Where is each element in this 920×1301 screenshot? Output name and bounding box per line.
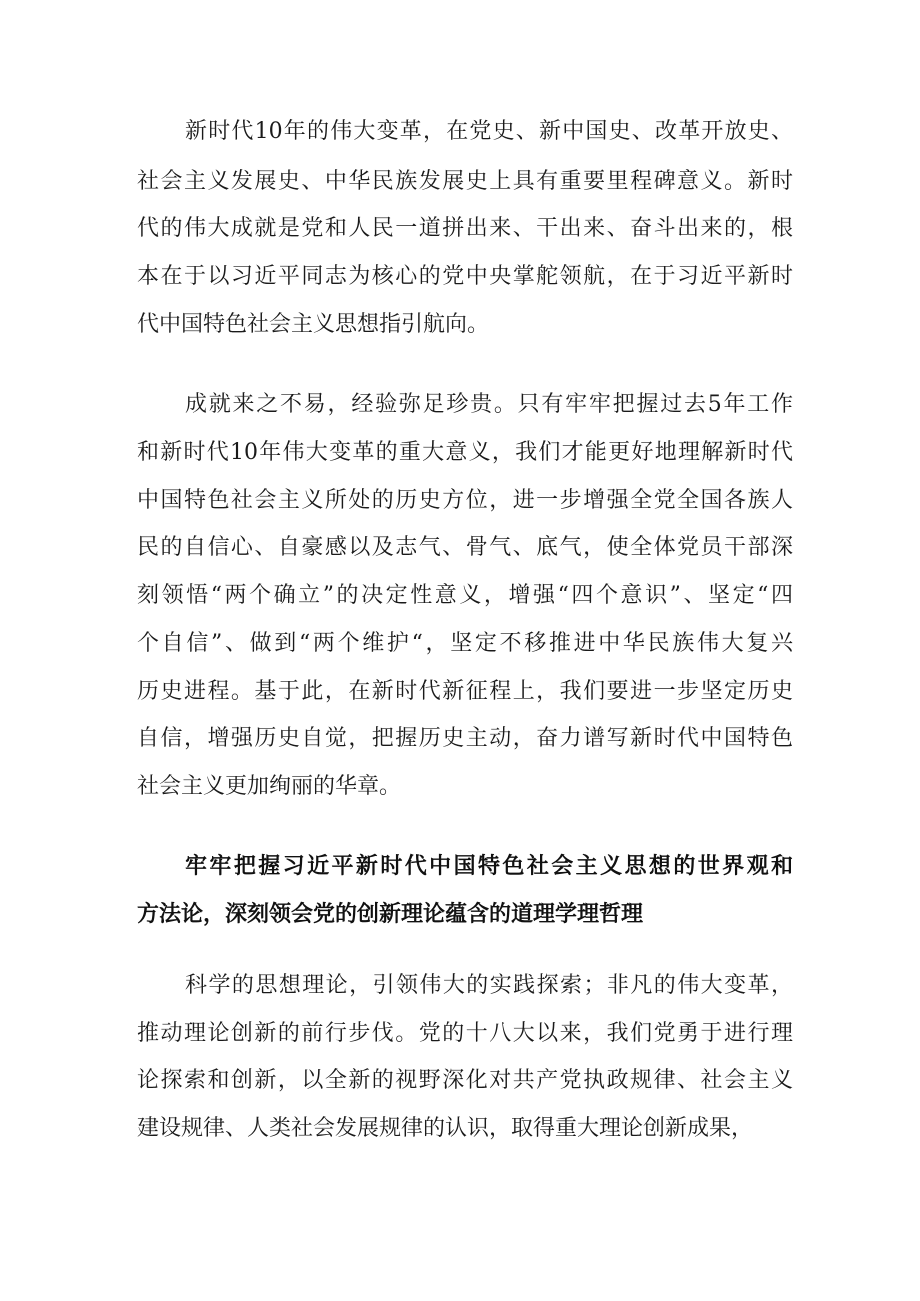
paragraph-2-line-4: 民的自信心、自豪感以及志气、骨气、底气，使全体党员干部深: [137, 535, 793, 560]
paragraph-1-line-3: 代的伟大成就是党和人民一道拼出来、干出来、奋斗出来的，根: [137, 216, 793, 241]
paragraph-2-line-9: 社会主义更加绚丽的华章。: [137, 774, 402, 799]
paragraph-3-line-3: 论探索和创新，以全新的视野深化对共产党执政规律、社会主义: [137, 1068, 793, 1093]
paragraph-2-line-3: 中国特色社会主义所处的历史方位，进一步增强全党全国各族人: [137, 488, 793, 513]
paragraph-3-line-2: 推动理论创新的前行步伐。党的十八大以来，我们党勇于进行理: [137, 1021, 793, 1046]
paragraph-2-line-6: 个自信”、做到“两个维护“，坚定不移推进中华民族伟大复兴: [137, 631, 793, 656]
paragraph-2-line-8: 自信，增强历史自觉，把握历史主动，奋力谱写新时代中国特色: [137, 726, 793, 751]
section-heading-line-1: 牢牢把握习近平新时代中国特色社会主义思想的世界观和: [185, 854, 793, 879]
paragraph-2-line-1: 成就来之不易，经验弥足珍贵。只有牢牢把握过去5年工作: [185, 392, 793, 417]
paragraph-2-line-2: 和新时代10年伟大变革的重大意义，我们才能更好地理解新时代: [137, 440, 793, 465]
paragraph-3-line-1: 科学的思想理论，引领伟大的实践探索；非凡的伟大变革，: [185, 973, 793, 998]
paragraph-1-line-4: 本在于以习近平同志为核心的党中央掌舵领航，在于习近平新时: [137, 264, 793, 289]
paragraph-1-line-5: 代中国特色社会主义思想指引航向。: [137, 312, 490, 337]
paragraph-3-line-4: 建设规律、人类社会发展规律的认识，取得重大理论创新成果，: [137, 1116, 754, 1141]
paragraph-1-line-1: 新时代10年的伟大变革，在党史、新中国史、改革开放史、: [185, 119, 793, 144]
paragraph-1-line-2: 社会主义发展史、中华民族发展史上具有重要里程碑意义。新时: [137, 169, 793, 194]
section-heading-line-2: 方法论，深刻领会党的创新理论蕴含的道理学理哲理: [137, 902, 644, 927]
paragraph-2-line-7: 历史进程。基于此，在新时代新征程上，我们要进一步坚定历史: [137, 679, 793, 704]
paragraph-2-line-5: 刻领悟“两个确立”的决定性意义，增强“四个意识”、坚定“四: [137, 583, 793, 608]
